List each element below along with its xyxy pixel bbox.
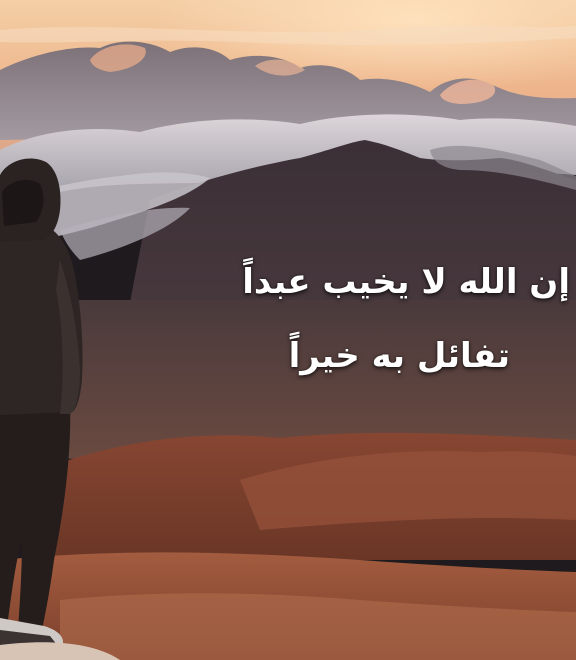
quote-line-2: تفائل به خيراً [288, 336, 510, 376]
quote-line-1: إن الله لا يخيب عبداً [242, 262, 570, 302]
arabic-quote [0, 250, 576, 410]
